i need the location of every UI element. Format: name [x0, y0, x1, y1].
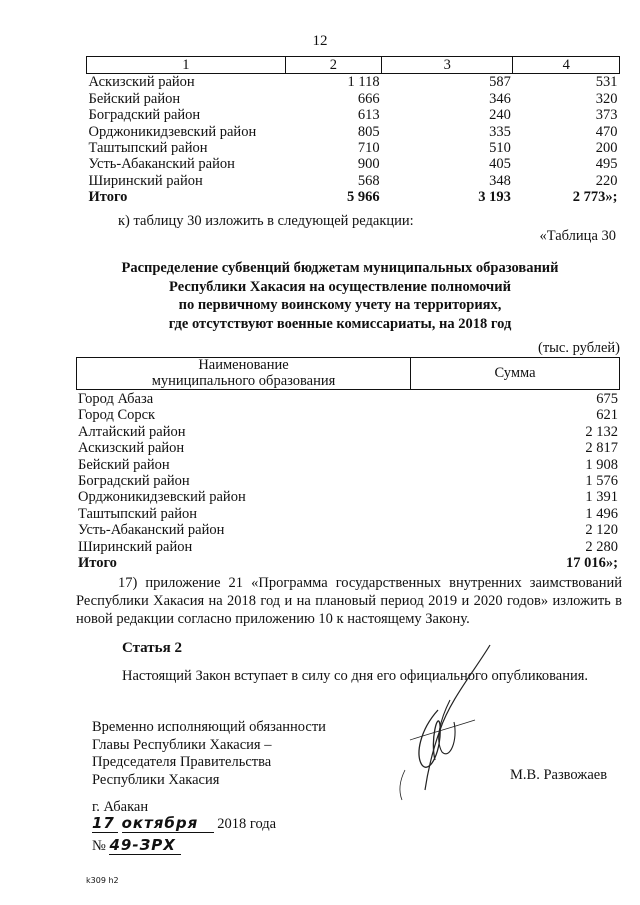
- table-row: [87, 91, 620, 107]
- title-line: по первичному воинскому учету на территориях,: [178, 297, 502, 313]
- sum-cell: 2 132: [585, 423, 618, 440]
- table-header-row: [87, 57, 620, 74]
- total-label: Итого: [88, 189, 128, 206]
- column-header: 4: [513, 57, 620, 74]
- table-30-title: [60, 259, 620, 333]
- signatory-position: Временно исполняющий обязанности Главы Республики Хакасия – Председателя Правительства Республики Хакасия: [92, 719, 326, 788]
- law-number: 49-ЗРХ: [109, 836, 181, 855]
- value-cell: 346: [489, 90, 511, 107]
- value-cell: 710: [357, 140, 380, 157]
- value-cell: 510: [489, 140, 511, 157]
- amendment-item-k: к) таблицу 30 изложить в следующей редакции:: [118, 213, 414, 229]
- municipality-name: Боградский район: [78, 473, 190, 490]
- table-row: [87, 74, 620, 91]
- signatory-name: М.В. Развожаев: [510, 767, 608, 783]
- district-name: Усть-Абаканский район: [88, 156, 235, 173]
- total-value: 17 016»;: [566, 555, 618, 572]
- value-cell: 1 118: [347, 74, 380, 91]
- table-30-label: «Таблица 30: [539, 228, 616, 244]
- sum-cell: 1 576: [585, 473, 618, 490]
- table-row: [76, 440, 620, 456]
- total-value: 3 193: [478, 189, 511, 206]
- sum-cell: 1 496: [585, 505, 618, 522]
- table-row: [87, 140, 620, 156]
- title-line: Республики Хакасия на осуществление полномочий: [169, 278, 511, 295]
- value-cell: 373: [595, 107, 618, 124]
- document-code: k309 h2: [86, 876, 119, 885]
- municipality-name: Таштыпский район: [78, 505, 198, 522]
- date-line: [92, 814, 276, 833]
- table-row: [87, 107, 620, 123]
- municipality-name: Город Абаза: [78, 391, 154, 407]
- value-cell: 495: [595, 156, 618, 173]
- district-name: Бейский район: [88, 90, 181, 107]
- column-header: 2: [285, 57, 382, 74]
- total-value: 5 966: [347, 189, 380, 206]
- table-row: [76, 407, 620, 423]
- table-total-row: [87, 189, 620, 205]
- value-cell: 348: [489, 172, 511, 189]
- district-name: Таштыпский район: [88, 140, 208, 157]
- sum-cell: 2 280: [585, 538, 618, 555]
- value-cell: 587: [489, 74, 511, 91]
- number-prefix: №: [92, 838, 106, 854]
- table-row: [87, 124, 620, 140]
- total-label: Итого: [78, 555, 117, 572]
- date-year: 2018 года: [217, 816, 277, 832]
- value-cell: 613: [357, 107, 380, 124]
- table-row: [76, 522, 620, 538]
- table-row: [76, 539, 620, 555]
- municipality-name: Орджоникидзевский район: [78, 489, 246, 506]
- title-line: где отсутствуют военные комиссариаты, на 2018 год: [168, 315, 512, 332]
- table-row: [76, 473, 620, 489]
- value-cell: 805: [357, 123, 380, 140]
- municipality-name: Аскизский район: [78, 440, 185, 457]
- table-row: [76, 424, 620, 440]
- sum-cell: 2 120: [585, 522, 618, 539]
- signature-graphic: [380, 640, 510, 810]
- value-cell: 470: [595, 123, 618, 140]
- column-header-sum: Сумма: [411, 358, 620, 390]
- title-line: Распределение субвенций бюджетам муниципальных образований: [121, 260, 559, 276]
- value-cell: 568: [357, 172, 380, 189]
- article-heading: Статья 2: [122, 640, 182, 656]
- table-row: [76, 506, 620, 522]
- sum-cell: 675: [596, 391, 618, 407]
- value-cell: 220: [595, 172, 618, 189]
- value-cell: 335: [489, 123, 511, 140]
- sum-cell: 1 908: [585, 456, 618, 473]
- value-cell: 531: [595, 74, 618, 91]
- total-value: 2 773»;: [572, 189, 618, 206]
- table-previous-continuation: [86, 56, 620, 206]
- municipality-name: Алтайский район: [78, 423, 186, 440]
- table-total-row: [76, 555, 620, 571]
- value-cell: 320: [595, 90, 618, 107]
- table-30-header: [76, 357, 620, 390]
- value-cell: 900: [357, 156, 380, 173]
- district-name: Боградский район: [88, 107, 201, 124]
- sum-cell: 2 817: [585, 440, 618, 457]
- district-name: Ширинский район: [88, 172, 203, 189]
- table-30: [76, 391, 620, 571]
- municipality-name: Бейский район: [78, 456, 170, 473]
- sum-cell: 621: [596, 407, 618, 424]
- table-row: [76, 391, 620, 407]
- district-name: Орджоникидзевский район: [88, 123, 257, 140]
- amendment-item-17: 17) приложение 21 «Программа государственных внутренних заимствований Республики Хакасия на 2018 год и на плановый период 2019 и 2020 годов» изложить в новой редакции согласно приложению 10 к настоящему Закону.: [76, 575, 622, 627]
- value-cell: 200: [595, 140, 618, 157]
- sum-cell: 1 391: [585, 489, 618, 506]
- table-header-row: [77, 358, 620, 390]
- value-cell: 240: [489, 107, 511, 124]
- table-row: [87, 173, 620, 189]
- value-cell: 405: [489, 156, 511, 173]
- article-text: Настоящий Закон вступает в силу со дня его официального опубликования.: [122, 668, 589, 684]
- municipality-name: Город Сорск: [78, 407, 156, 424]
- table-row: [76, 457, 620, 473]
- law-number-line: [92, 836, 181, 855]
- district-name: Аскизский район: [88, 74, 195, 91]
- date-day: 17: [92, 814, 118, 833]
- column-header: 3: [382, 57, 513, 74]
- value-cell: 666: [357, 90, 380, 107]
- column-header-name: Наименование муниципального образования: [77, 358, 411, 390]
- table-row: [87, 156, 620, 172]
- table-row: [76, 489, 620, 505]
- municipality-name: Усть-Абаканский район: [78, 522, 225, 539]
- municipality-name: Ширинский район: [78, 538, 193, 555]
- city: г. Абакан: [92, 799, 149, 815]
- date-month: октября: [122, 814, 214, 833]
- page-number: 12: [312, 33, 328, 49]
- column-header: 1: [87, 57, 286, 74]
- units-label: (тыс. рублей): [538, 340, 620, 356]
